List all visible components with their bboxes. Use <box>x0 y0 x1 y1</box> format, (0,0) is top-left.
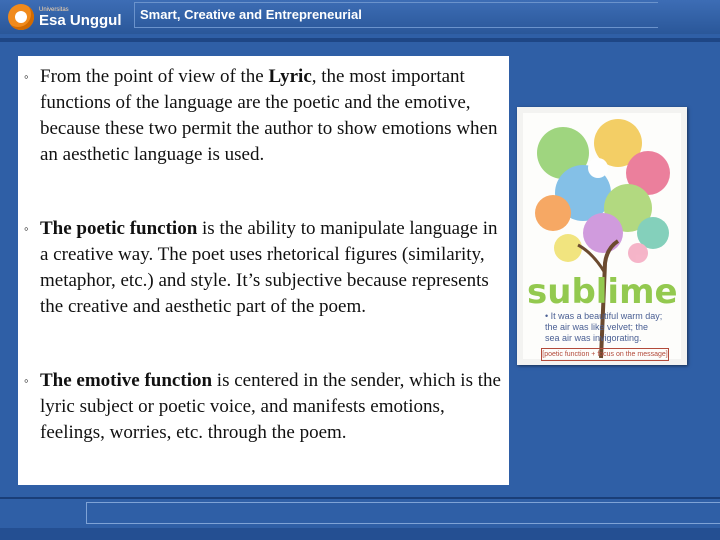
bullet-text <box>40 216 504 320</box>
bullet-emotive-function <box>24 368 504 446</box>
poster-quote: • It was a beautiful warm day; the air was like velvet; the sea air was invigorating. <box>545 311 663 343</box>
bullet-marker-icon: ◦ <box>24 221 29 236</box>
header-divider <box>0 38 720 42</box>
bullet-lyric <box>24 64 504 168</box>
logo-emblem-icon <box>8 4 34 30</box>
logo-subtitle: Universitas <box>39 6 69 13</box>
bullet-text <box>40 64 504 168</box>
bullet-poetic-function <box>24 216 504 320</box>
bullet-term: The emotive function <box>40 370 213 391</box>
university-logo <box>8 3 128 31</box>
bullet-body: is the ability to manipulate language in a creative way. The poet uses rhetorical figures (similarity, metaphor, etc.) and style. It’s subjective because represents the creative and aesthetic part of the poem. <box>40 218 498 317</box>
content-panel <box>18 56 509 485</box>
logo-name: Esa Unggul <box>39 11 122 29</box>
header-bar <box>0 0 720 34</box>
footer-divider <box>0 497 720 499</box>
bullet-term: Lyric <box>268 66 312 87</box>
bullet-term: The poetic function <box>40 218 198 239</box>
bullet-body: is centered in the sender, which is the lyric subject or poetic voice, and manifests emotions, feelings, worries, etc. through the poem. <box>40 370 501 443</box>
footer-frame <box>86 502 720 524</box>
sublime-poster-image <box>517 107 687 365</box>
bullet-text <box>40 368 504 446</box>
poster-word: sublime <box>527 272 678 312</box>
bullet-text-post: , the most important functions of the language are the poetic and the emotive, because these two permit the author to show emotions when an aesthetic language is used. <box>40 66 498 165</box>
footer-band <box>0 528 720 540</box>
header-tagline: Smart, Creative and Entrepreneurial <box>140 7 362 22</box>
bullet-marker-icon: ◦ <box>24 69 29 84</box>
bullet-text-pre: From the point of view of the <box>40 66 269 87</box>
poster-caption: [poetic function + focus on the message] <box>541 348 669 361</box>
bullet-marker-icon: ◦ <box>24 373 29 388</box>
